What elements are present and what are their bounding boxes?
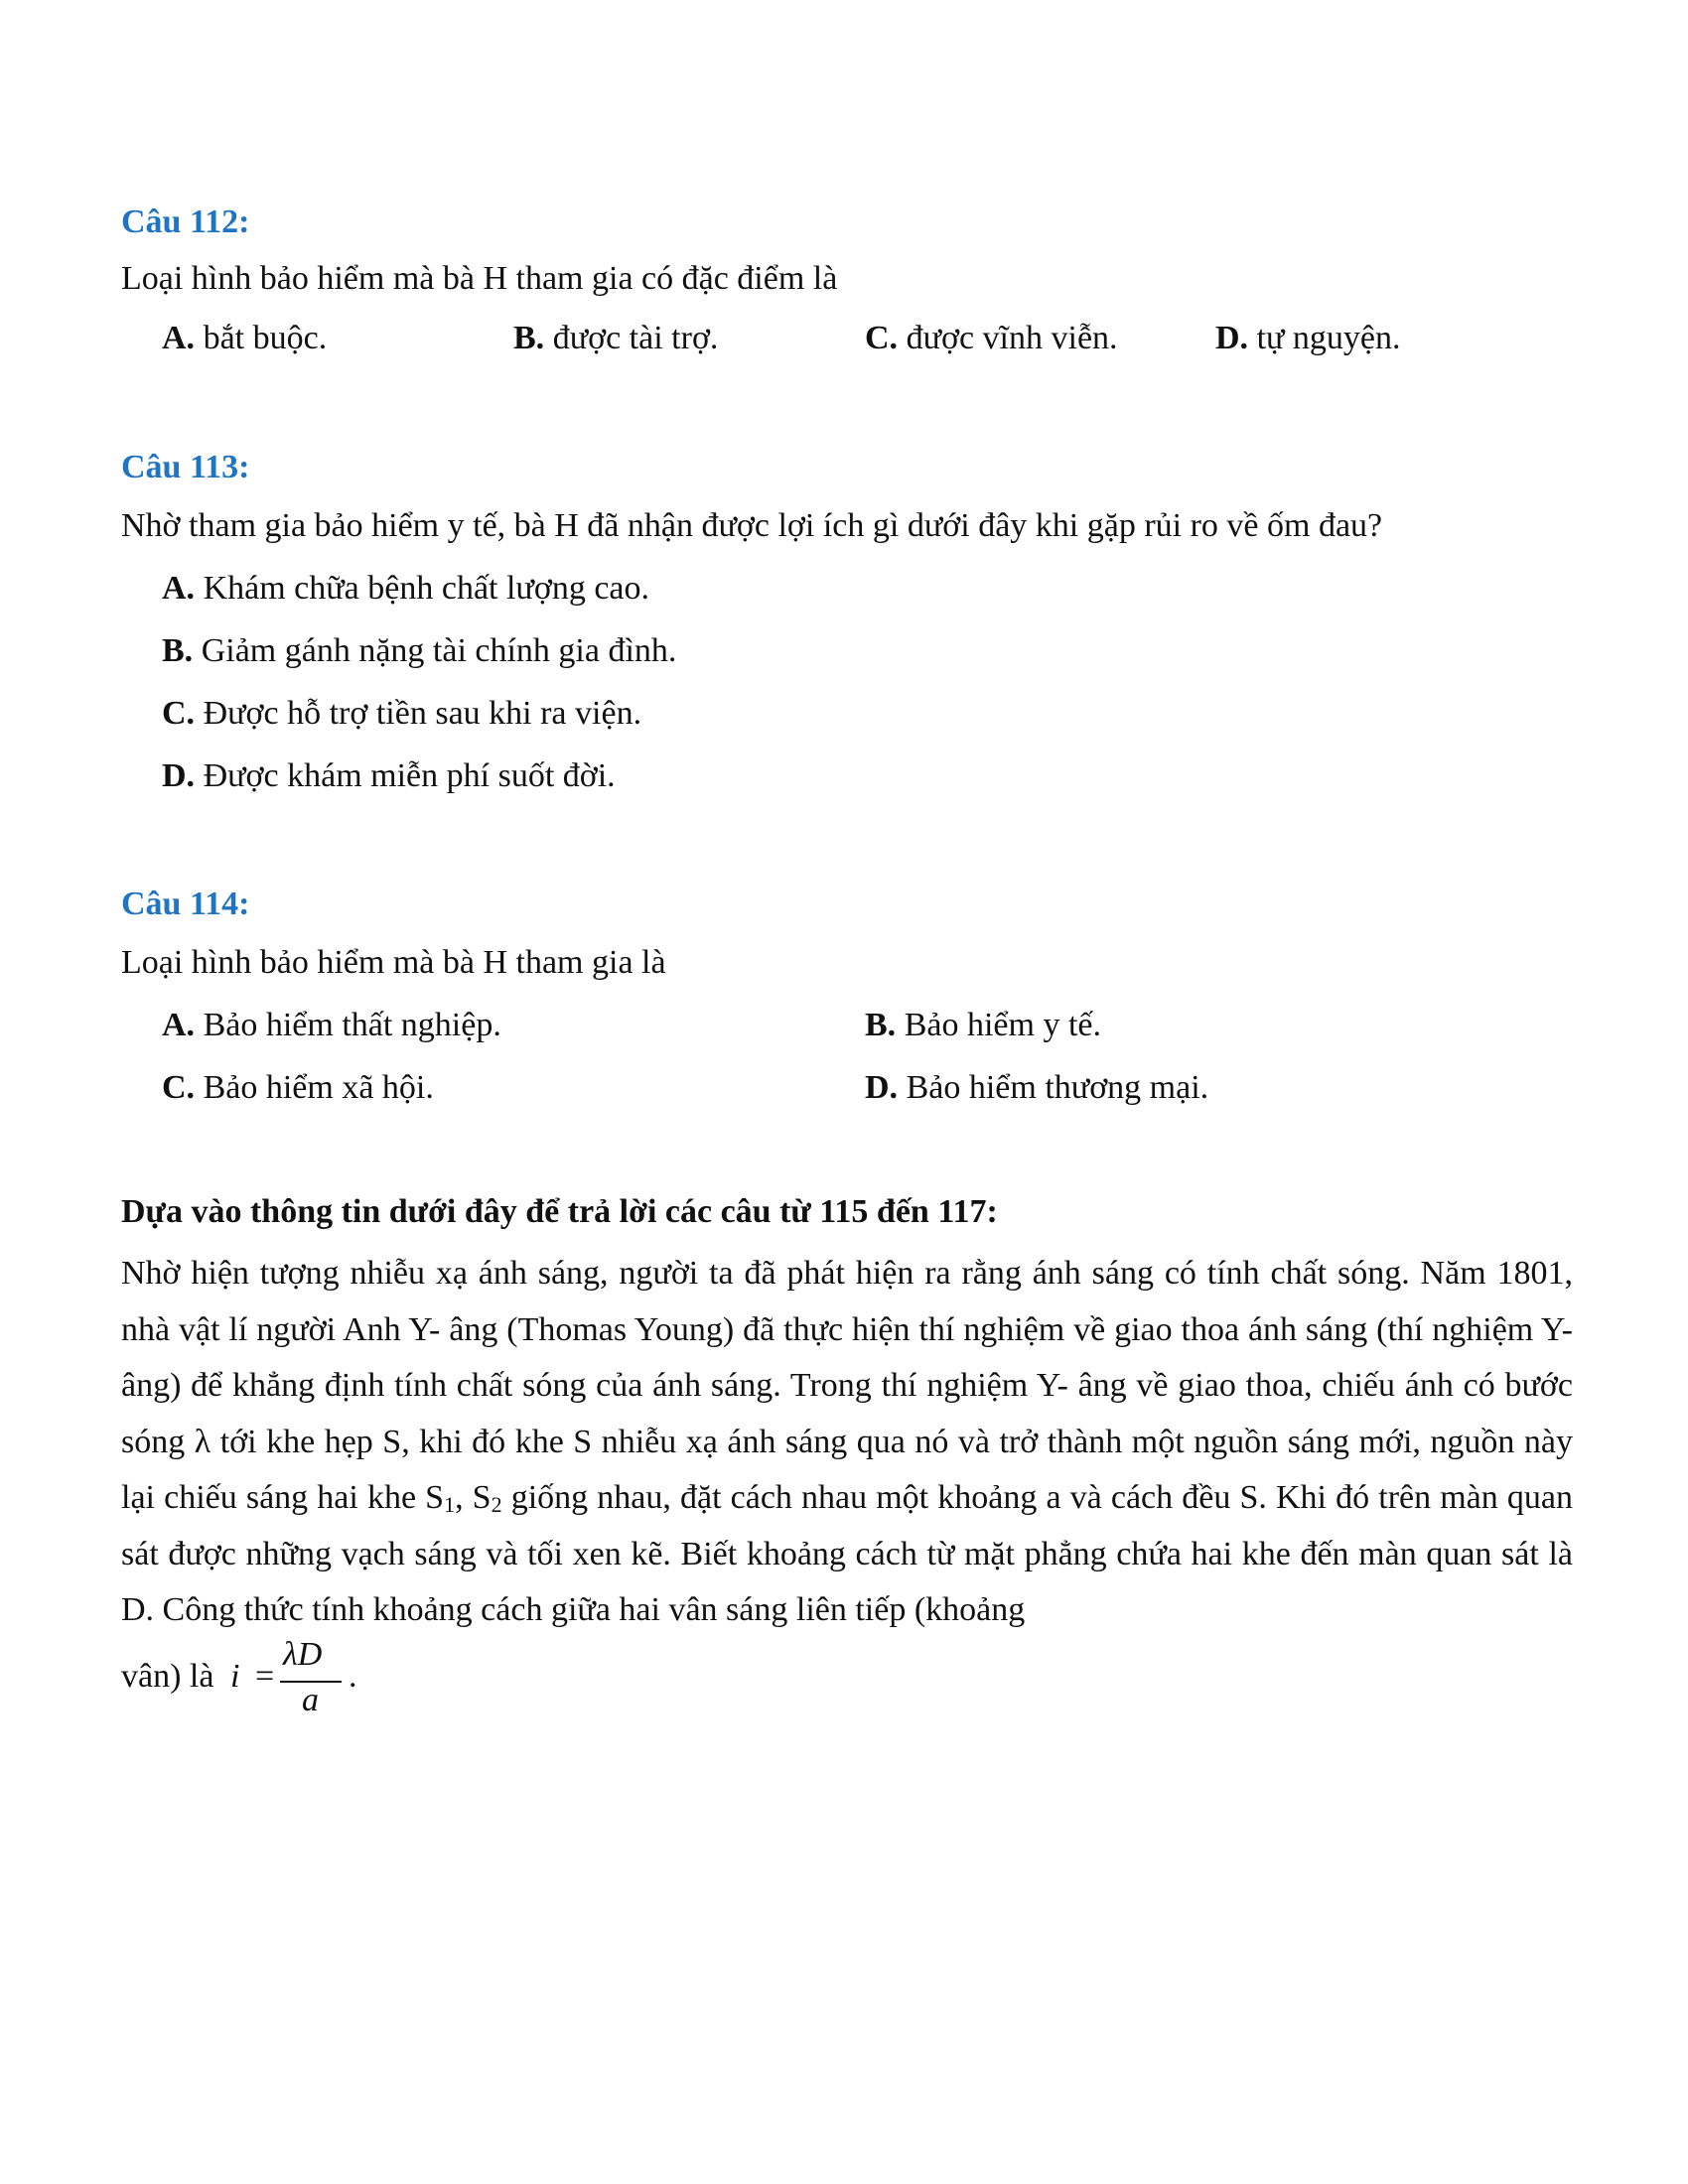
subscript-1: 1	[444, 1492, 456, 1517]
formula-equals: =	[255, 1658, 275, 1695]
option-letter: D.	[1215, 320, 1249, 356]
option-letter: B.	[162, 632, 194, 669]
question-113-option-b	[162, 632, 676, 670]
option-letter: C.	[865, 320, 899, 356]
question-113-option-a	[162, 570, 649, 608]
question-113-title: Câu 113:	[121, 449, 250, 485]
option-text: tự nguyện.	[1248, 320, 1401, 356]
option-letter: C.	[162, 695, 196, 732]
option-text: Giảm gánh nặng tài chính gia đình.	[193, 632, 677, 669]
option-letter: C.	[162, 1069, 196, 1106]
question-112-option-c	[865, 320, 1118, 357]
section-title: Dựa vào thông tin dưới đây để trả lời các câu từ 115 đến 117:	[121, 1193, 998, 1230]
question-112-option-b	[513, 320, 718, 357]
option-text: Bảo hiểm thất nghiệp.	[195, 1007, 501, 1043]
option-text: Được hỗ trợ tiền sau khi ra viện.	[195, 695, 642, 732]
question-112-stem: Loại hình bảo hiểm mà bà H tham gia có đặc điểm là	[121, 260, 838, 297]
option-text: được vĩnh viễn.	[898, 320, 1118, 356]
question-114-option-b	[865, 1007, 1101, 1044]
option-text: Bảo hiểm y tế.	[896, 1007, 1101, 1043]
subscript-2: 2	[491, 1492, 502, 1517]
question-114-stem: Loại hình bảo hiểm mà bà H tham gia là	[121, 944, 666, 981]
question-112-option-a	[162, 320, 327, 357]
option-letter: A.	[162, 570, 196, 607]
option-text: Bảo hiểm thương mại.	[898, 1069, 1209, 1106]
question-113-option-c	[162, 695, 641, 733]
formula-numerator: λD	[283, 1636, 323, 1673]
passage-last-line: vân) là	[121, 1658, 214, 1695]
formula-lhs: i	[230, 1658, 240, 1695]
formula-denominator: a	[302, 1682, 319, 1718]
question-112-title: Câu 112:	[121, 204, 250, 240]
question-114-option-c	[162, 1069, 434, 1107]
question-114-option-a	[162, 1007, 501, 1044]
option-text: Được khám miễn phí suốt đời.	[195, 757, 616, 794]
question-112-option-d	[1215, 320, 1401, 357]
option-text: Bảo hiểm xã hội.	[195, 1069, 434, 1106]
option-text: bắt buộc.	[195, 320, 328, 356]
passage-part-1: Nhờ hiện tượng nhiễu xạ ánh sáng, người ta đã phát hiện ra rằng ánh sáng có tính chất sóng. Năm 1801, nhà vật lí người Anh Y- âng (Thomas Young) đã thực hiện thí nghiệm về giao thoa ánh sáng (thí nghiệm Y- âng) để khẳng định tính chất sóng của ánh sáng. Trong thí nghiệm Y- âng về giao thoa, chiếu ánh có bước sóng λ tới khe hẹp S, khi đó khe S nhiễu xạ ánh sáng qua nó và trở thành một nguồn sáng mới, nguồn này lại chiếu sáng hai khe S	[121, 1255, 1573, 1516]
passage-part-3: giống nhau, đặt cách nhau một khoảng a và cách đều S. Khi đó trên màn quan sát được những vạch sáng và tối xen kẽ. Biết khoảng cách từ mặt phẳng chứa hai khe đến màn quan sát là D. Công thức tính khoảng cách giữa hai vân sáng liên tiếp (khoảng	[121, 1479, 1573, 1628]
option-letter: A.	[162, 320, 196, 356]
question-113-stem: Nhờ tham gia bảo hiểm y tế, bà H đã nhận được lợi ích gì dưới đây khi gặp rủi ro về ốm đau?	[121, 507, 1383, 544]
passage-part-2: , S	[455, 1479, 492, 1516]
question-114-option-d	[865, 1069, 1208, 1107]
option-letter: D.	[865, 1069, 899, 1106]
option-letter: A.	[162, 1007, 196, 1043]
option-letter: D.	[162, 757, 196, 794]
formula-period: .	[349, 1658, 357, 1695]
option-letter: B.	[513, 320, 545, 356]
question-113-option-d	[162, 757, 616, 795]
question-114-title: Câu 114:	[121, 886, 250, 922]
option-letter: B.	[865, 1007, 897, 1043]
option-text: được tài trợ.	[544, 320, 719, 356]
passage-text	[121, 1246, 1573, 1639]
option-text: Khám chữa bệnh chất lượng cao.	[195, 570, 650, 607]
